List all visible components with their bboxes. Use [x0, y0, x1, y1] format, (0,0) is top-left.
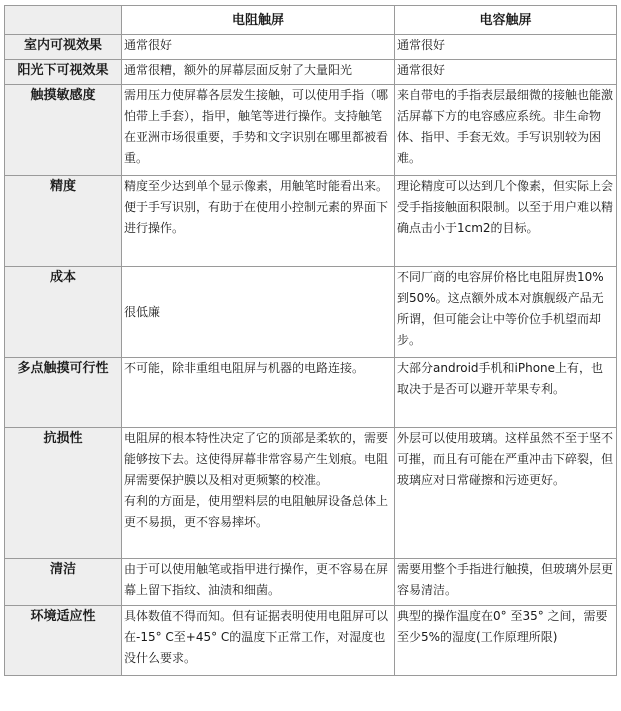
capacitive-cell: [395, 176, 617, 267]
table-row: [5, 267, 617, 358]
row-label: 成本: [5, 267, 122, 358]
resistive-cell: [122, 85, 395, 176]
cell-text: 通常很好: [397, 63, 446, 77]
table-row: [5, 358, 617, 428]
row-label: 精度: [5, 176, 122, 267]
cell-text: 电阻屏的根本特性决定了它的顶部是柔软的，需要能够按下去。这使得屏幕非常容易产生划痕。电阻屏需要保护膜以及相对更频繁的校准。: [124, 431, 389, 487]
capacitive-cell: [395, 35, 617, 60]
capacitive-cell: [395, 358, 617, 428]
table-row: [5, 559, 617, 606]
cell-text: 典型的操作温度在0° 至35° 之间，需要至少5%的湿度(工作原理所限): [397, 609, 608, 644]
capacitive-cell: [395, 267, 617, 358]
cell-text: 有利的方面是，使用塑料层的电阻触屏设备总体上更不易损，更不容易摔坏。: [124, 494, 389, 529]
table-row: [5, 428, 617, 559]
row-label: 多点触摸可行性: [5, 358, 122, 428]
table-row: [5, 35, 617, 60]
comparison-table: [4, 5, 617, 676]
resistive-cell: [122, 606, 395, 676]
resistive-cell: [122, 267, 395, 358]
cell-text: 外层可以使用玻璃。这样虽然不至于坚不可摧，而且有可能在严重冲击下碎裂，但玻璃应对日常碰擦和污迹更好。: [397, 431, 614, 487]
cell-text: 通常很好: [124, 38, 173, 52]
resistive-cell: [122, 428, 395, 559]
resistive-cell: [122, 176, 395, 267]
capacitive-cell: [395, 559, 617, 606]
table-row: [5, 60, 617, 85]
header-corner-cell: [5, 6, 122, 35]
capacitive-cell: [395, 85, 617, 176]
resistive-cell: [122, 60, 395, 85]
cell-text: 通常很糟，额外的屏幕层面反射了大量阳光: [124, 63, 353, 77]
table-row: [5, 85, 617, 176]
cell-text: 具体数值不得而知。但有证据表明使用电阻屏可以在-15° C至+45° C的温度下正常工作，对湿度也没什么要求。: [124, 609, 389, 665]
resistive-cell: [122, 559, 395, 606]
cell-text: 不可能，除非重组电阻屏与机器的电路连接。: [124, 361, 365, 375]
resistive-cell: [122, 35, 395, 60]
cell-text: 需要用整个手指进行触摸，但玻璃外层更容易清洁。: [397, 562, 614, 597]
cell-text: 很低廉: [124, 304, 161, 319]
cell-text: 来自带电的手指表层最细微的接触也能激活屏幕下方的电容感应系统。非生命物体、指甲、手套无效。手写识别较为困难。: [397, 88, 614, 165]
cell-text: 由于可以使用触笔或指甲进行操作，更不容易在屏幕上留下指纹、油渍和细菌。: [124, 562, 389, 597]
cell-text: 不同厂商的电容屏价格比电阻屏贵10%到50%。这点额外成本对旗舰级产品无所谓，但可能会让中等价位手机望而却步。: [397, 270, 604, 347]
cell-text: 需用压力使屏幕各层发生接触，可以使用手指（哪怕带上手套），指甲，触笔等进行操作。支持触笔在亚洲市场很重要，手势和文字识别在哪里都被看重。: [124, 88, 389, 165]
header-row: [5, 6, 617, 35]
resistive-cell: [122, 358, 395, 428]
row-label: 阳光下可视效果: [5, 60, 122, 85]
cell-text: 通常很好: [397, 38, 446, 52]
capacitive-cell: [395, 60, 617, 85]
row-label: 触摸敏感度: [5, 85, 122, 176]
row-label: 室内可视效果: [5, 35, 122, 60]
row-label: 环境适应性: [5, 606, 122, 676]
header-resistive: 电阻触屏: [122, 6, 395, 35]
table-row: [5, 606, 617, 676]
capacitive-cell: [395, 606, 617, 676]
cell-text: 理论精度可以达到几个像素，但实际上会受手指接触面积限制。以至于用户难以精确点击小于1cm2的目标。: [397, 179, 614, 235]
row-label: 清洁: [5, 559, 122, 606]
header-capacitive: 电容触屏: [395, 6, 617, 35]
row-label: 抗损性: [5, 428, 122, 559]
capacitive-cell: [395, 428, 617, 559]
cell-text: 大部分android手机和iPhone上有，也取决于是否可以避开苹果专利。: [397, 361, 604, 396]
table-row: [5, 176, 617, 267]
cell-text: 精度至少达到单个显示像素，用触笔时能看出来。便于手写识别，有助于在使用小控制元素的界面下进行操作。: [124, 179, 389, 235]
